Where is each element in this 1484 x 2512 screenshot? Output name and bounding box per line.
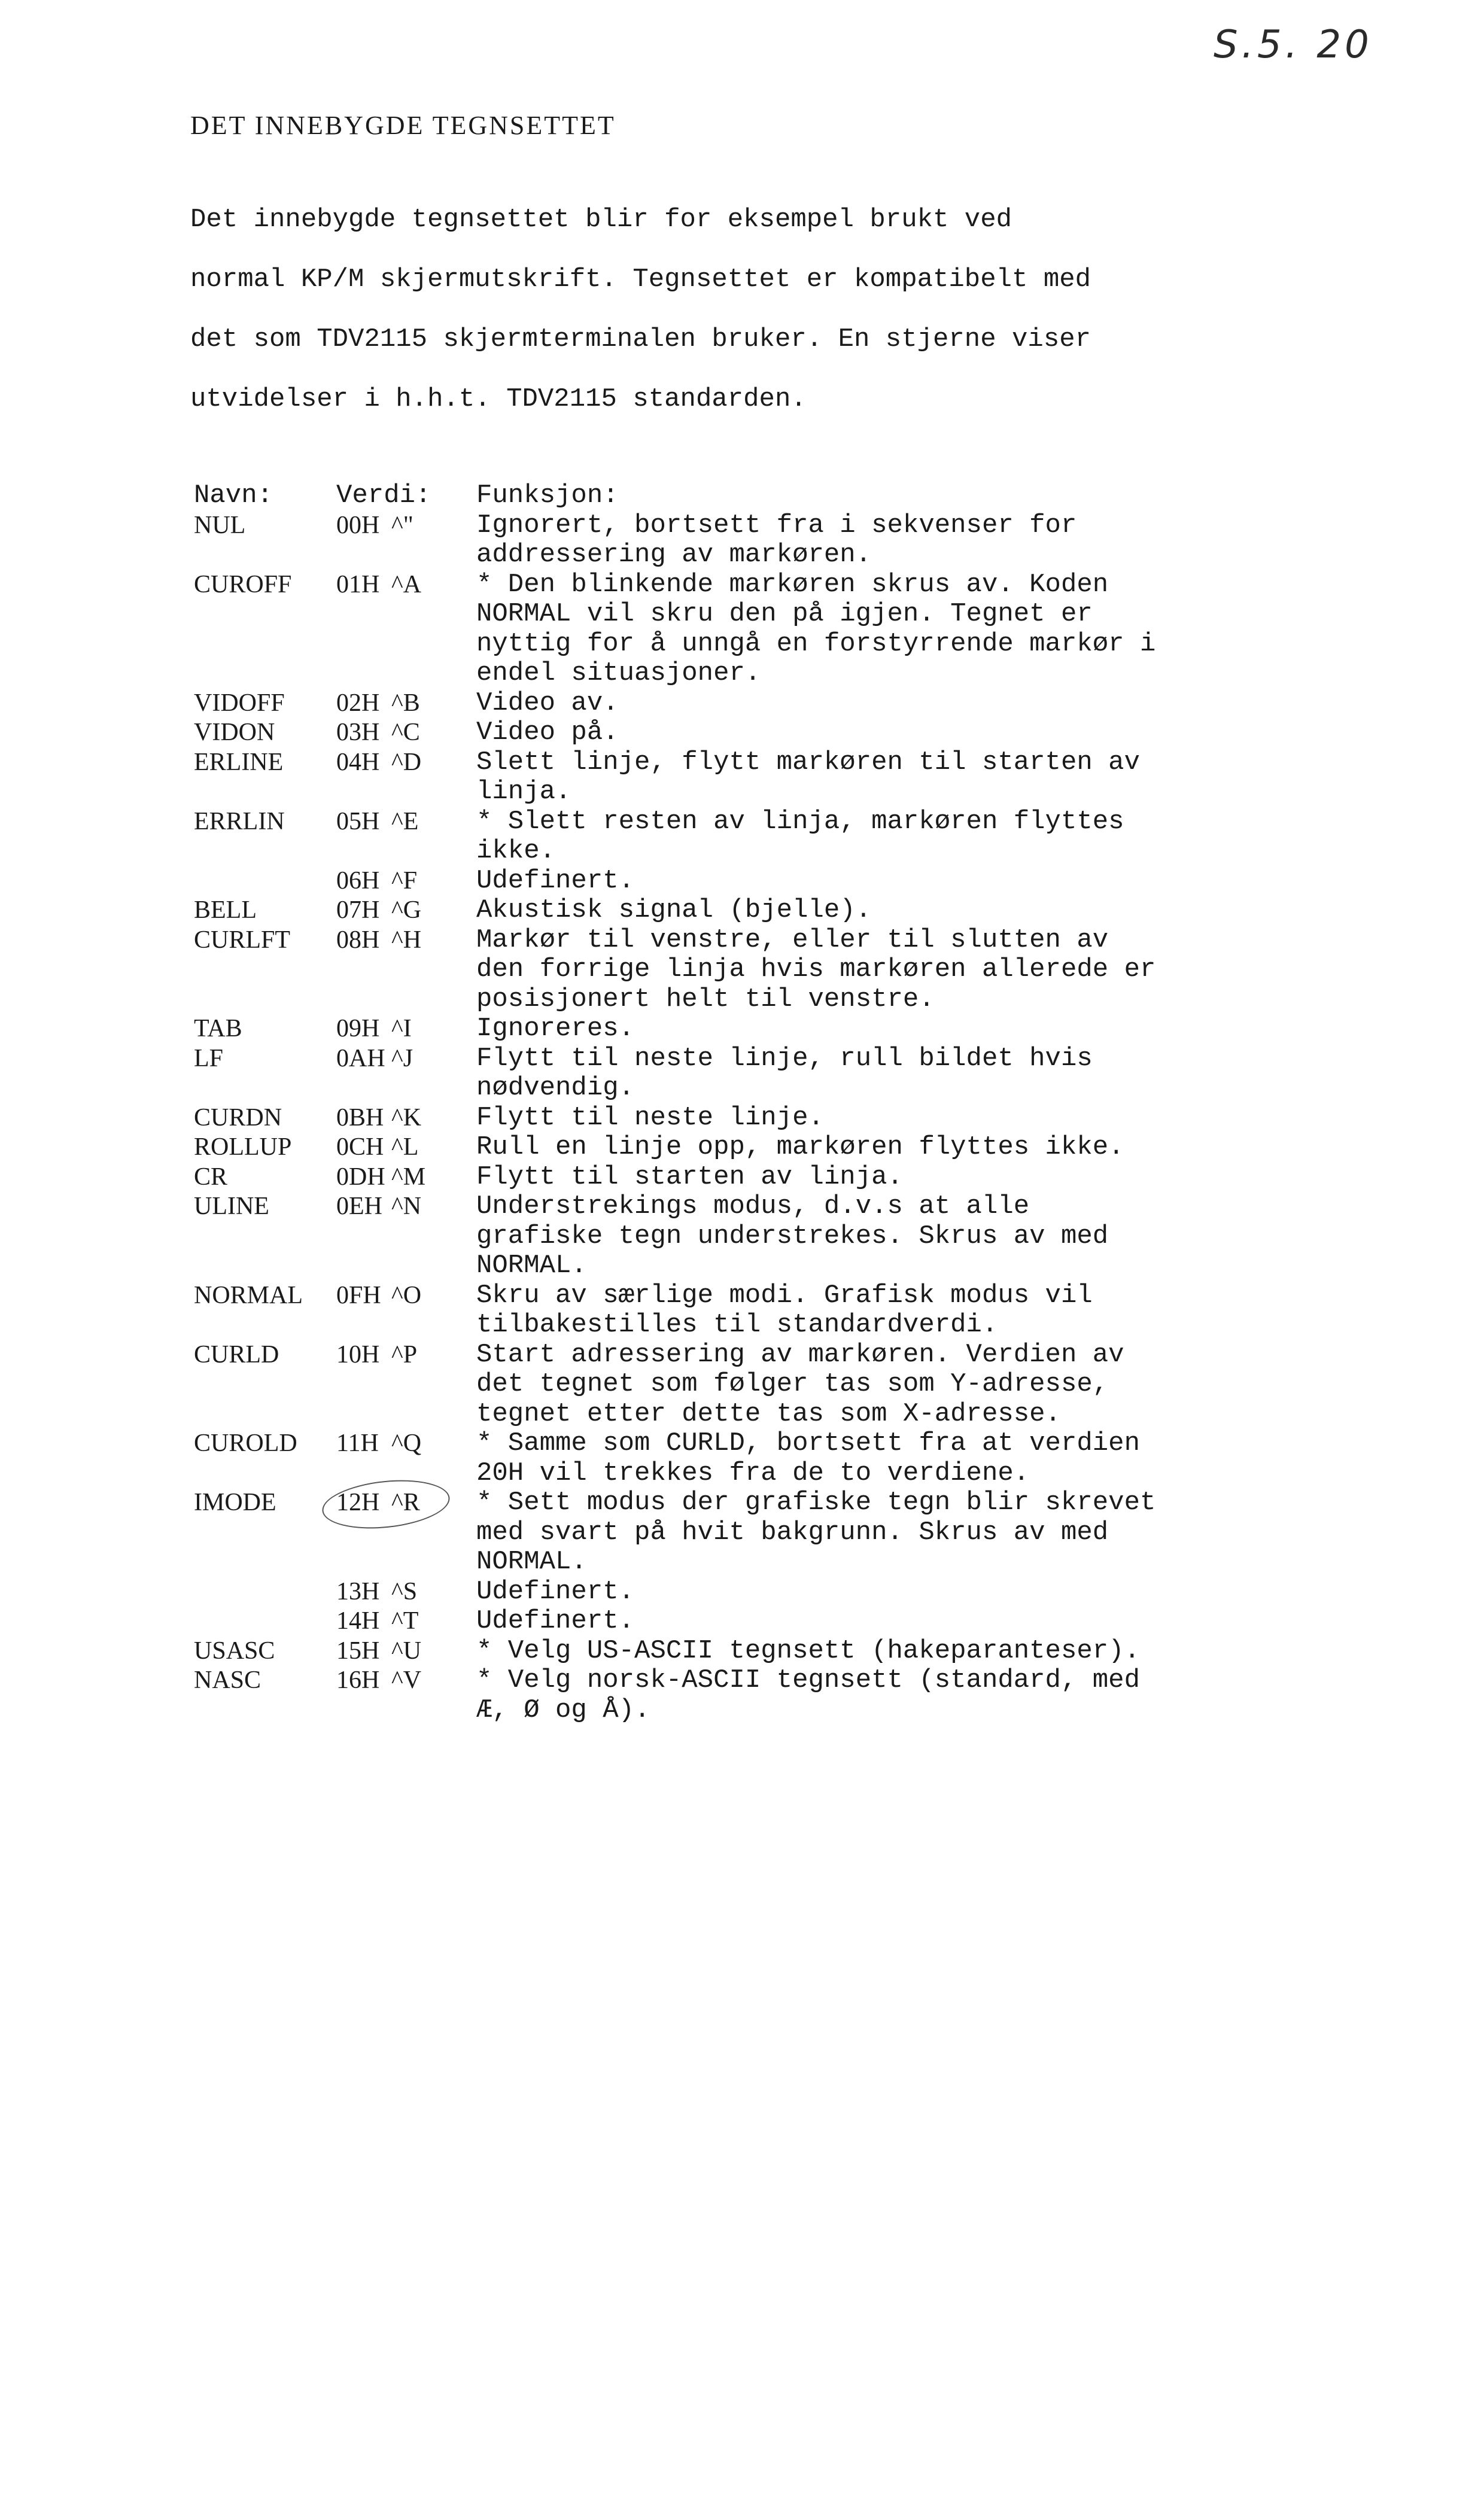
table-row — [190, 1577, 1278, 1607]
intro-paragraph — [190, 175, 1327, 444]
table-row — [190, 1637, 1278, 1666]
code-name: VIDOFF — [194, 689, 285, 717]
code-name: ROLLUP — [194, 1133, 292, 1161]
code-value — [336, 1044, 476, 1103]
intro-line: normal KP/M skjermutskrift. Tegnsettet er kompatibelt med — [190, 264, 1091, 294]
page-title: DET INNEBYGDE TEGNSETTET — [190, 111, 616, 140]
handwritten-circle-annotation — [336, 1488, 420, 1518]
code-control-key: ^T — [391, 1607, 419, 1635]
table-row — [190, 1044, 1278, 1103]
code-hex: 02H — [336, 689, 380, 717]
code-function: Ignorert, bortsett fra i sekvenser for addressering av markøren. — [476, 510, 1077, 570]
code-name — [190, 866, 336, 896]
code-hex: 06H — [336, 866, 380, 895]
code-function: * Velg norsk-ASCII tegnsett (standard, med Æ, Ø og Å). — [476, 1665, 1140, 1725]
code-function: Video på. — [476, 717, 619, 747]
code-name: CR — [194, 1163, 228, 1191]
table-row — [190, 1607, 1278, 1637]
code-value — [336, 1607, 476, 1637]
table-row — [190, 570, 1278, 689]
code-value — [336, 1014, 476, 1044]
code-name: TAB — [194, 1015, 242, 1042]
code-name: NORMAL — [194, 1281, 303, 1309]
code-value — [336, 1281, 476, 1340]
code-control-key: ^C — [391, 719, 420, 746]
code-value — [336, 926, 476, 1015]
code-hex: 03H — [336, 719, 380, 746]
code-name: VIDON — [194, 719, 275, 746]
code-name — [190, 1607, 336, 1637]
code-function: Akustisk signal (bjelle). — [476, 895, 872, 925]
code-control-key: ^K — [391, 1103, 422, 1132]
code-function: * Velg US-ASCII tegnsett (hakeparanteser). — [476, 1635, 1140, 1666]
code-name: CURLD — [194, 1340, 279, 1368]
code-control-key: ^" — [391, 511, 413, 539]
code-value — [336, 570, 476, 689]
code-function: Flytt til neste linje, rull bildet hvis nødvendig. — [476, 1043, 1093, 1103]
code-value — [336, 1103, 476, 1133]
table-row — [190, 1163, 1278, 1193]
control-code-table — [190, 481, 1278, 1725]
code-hex: 11H — [336, 1430, 379, 1457]
code-hex: 16H — [336, 1666, 380, 1694]
code-function: Video av. — [476, 688, 619, 718]
code-control-key: ^G — [391, 896, 422, 924]
code-function: Ignoreres. — [476, 1014, 635, 1044]
code-function: * Den blinkende markøren skrus av. Koden NORMAL vil skru den på igjen. Tegnet er nyttig for å unngå en forstyrrende markør i endel situasjoner. — [476, 569, 1156, 688]
code-hex: 09H — [336, 1015, 380, 1042]
code-control-key: ^Q — [391, 1430, 422, 1457]
code-function: Udefinert. — [476, 865, 635, 896]
code-function: Flytt til starten av linja. — [476, 1161, 903, 1192]
table-row — [190, 1014, 1278, 1044]
code-function: * Slett resten av linja, markøren flyttes ikke. — [476, 806, 1124, 866]
code-hex: 04H — [336, 748, 380, 776]
code-value — [336, 511, 476, 570]
header-value: Verdi: — [336, 480, 431, 510]
code-name: NUL — [194, 511, 246, 539]
code-value — [336, 748, 476, 807]
table-row — [190, 1281, 1278, 1340]
code-hex: 05H — [336, 807, 380, 835]
code-name: BELL — [194, 896, 257, 924]
table-row — [190, 718, 1278, 748]
code-control-key: ^O — [391, 1281, 422, 1309]
code-value — [336, 1192, 476, 1281]
code-hex: 0AH — [336, 1044, 385, 1072]
header-name: Navn: — [194, 480, 273, 510]
code-name: IMODE — [194, 1489, 276, 1516]
code-name: ERRLIN — [194, 807, 285, 835]
code-hex: 12H — [336, 1489, 380, 1516]
code-function: Start adressering av markøren. Verdien av det tegnet som følger tas som Y-adresse, tegnet etter dette tas som X-adresse. — [476, 1339, 1124, 1429]
code-function: Slett linje, flytt markøren til starten av linja. — [476, 747, 1140, 807]
code-value — [336, 1577, 476, 1607]
code-hex: 15H — [336, 1637, 380, 1665]
code-control-key: ^A — [391, 570, 422, 598]
table-row — [190, 1133, 1278, 1163]
code-value — [336, 689, 476, 719]
code-control-key: ^U — [391, 1637, 422, 1665]
code-name: ULINE — [194, 1193, 269, 1220]
code-function: Flytt til neste linje. — [476, 1102, 824, 1133]
table-row — [190, 1488, 1278, 1577]
table-row — [190, 689, 1278, 719]
code-function: * Sett modus der grafiske tegn blir skrevet med svart på hvit bakgrunn. Skrus av med NORMAL. — [476, 1488, 1156, 1577]
table-body — [190, 511, 1278, 1726]
header-function: Funksjon: — [476, 480, 619, 510]
code-hex: 0BH — [336, 1103, 384, 1132]
code-control-key: ^E — [391, 807, 419, 835]
code-function: Udefinert. — [476, 1606, 635, 1636]
code-function: Rull en linje opp, markøren flyttes ikke. — [476, 1132, 1124, 1162]
code-value — [336, 1637, 476, 1666]
code-function: Markør til venstre, eller til slutten av den forrige linja hvis markøren allerede er posisjonert helt til venstre. — [476, 924, 1156, 1014]
code-hex: 00H — [336, 511, 380, 539]
code-control-key: ^B — [391, 689, 420, 717]
code-value — [336, 1666, 476, 1725]
code-function: Understrekings modus, d.v.s at alle grafiske tegn understrekes. Skrus av med NORMAL. — [476, 1191, 1109, 1281]
code-value — [336, 1163, 476, 1193]
document — [190, 108, 1327, 1725]
code-control-key: ^I — [391, 1015, 412, 1042]
code-control-key: ^P — [391, 1340, 418, 1368]
code-hex: 08H — [336, 926, 380, 954]
code-name: ERLINE — [194, 748, 284, 776]
code-value — [336, 1340, 476, 1430]
table-row — [190, 511, 1278, 570]
code-name: USASC — [194, 1637, 275, 1665]
code-control-key: ^J — [391, 1044, 413, 1072]
table-row — [190, 1192, 1278, 1281]
code-control-key: ^N — [391, 1193, 422, 1220]
code-control-key: ^H — [391, 926, 422, 954]
code-hex: 01H — [336, 570, 380, 598]
code-hex: 07H — [336, 896, 380, 924]
code-control-key: ^F — [391, 866, 418, 895]
table-row — [190, 1340, 1278, 1430]
code-control-key: ^S — [391, 1577, 418, 1605]
code-name: CURDN — [194, 1103, 282, 1132]
code-control-key: ^V — [391, 1666, 422, 1694]
code-hex: 10H — [336, 1340, 380, 1368]
intro-line: Det innebygde tegnsettet blir for eksempel brukt ved — [190, 205, 1012, 235]
code-hex: 0FH — [336, 1281, 381, 1309]
table-row — [190, 748, 1278, 807]
code-control-key: ^L — [391, 1133, 419, 1161]
code-name: CUROFF — [194, 570, 292, 598]
code-hex: 13H — [336, 1577, 380, 1605]
code-hex: 0DH — [336, 1163, 385, 1191]
code-value — [336, 896, 476, 926]
code-control-key: ^R — [391, 1489, 420, 1516]
code-name: CUROLD — [194, 1430, 297, 1457]
table-row — [190, 1429, 1278, 1488]
code-value — [336, 1429, 476, 1488]
table-row — [190, 896, 1278, 926]
code-hex: 14H — [336, 1607, 380, 1635]
code-value — [336, 1488, 476, 1577]
table-header-row — [190, 481, 1278, 511]
page-number: S.5. 20 — [1214, 23, 1373, 67]
code-hex: 0EH — [336, 1193, 382, 1220]
code-function: Udefinert. — [476, 1576, 635, 1607]
table-row — [190, 866, 1278, 896]
table-row — [190, 926, 1278, 1015]
code-control-key: ^D — [391, 748, 422, 776]
code-value — [336, 718, 476, 748]
code-value — [336, 1133, 476, 1163]
code-name: NASC — [194, 1666, 261, 1694]
table-row — [190, 1666, 1278, 1725]
table-row — [190, 1103, 1278, 1133]
code-control-key: ^M — [391, 1163, 426, 1191]
intro-line: det som TDV2115 skjermterminalen bruker. En stjerne viser — [190, 324, 1091, 354]
code-hex: 0CH — [336, 1133, 384, 1161]
code-name: CURLFT — [194, 926, 291, 954]
table-row — [190, 807, 1278, 866]
code-function: Skru av særlige modi. Grafisk modus vil tilbakestilles til standardverdi. — [476, 1280, 1093, 1340]
code-value — [336, 807, 476, 866]
intro-line: utvidelser i h.h.t. TDV2115 standarden. — [190, 384, 807, 414]
code-value — [336, 866, 476, 896]
code-function: * Samme som CURLD, bortsett fra at verdien 20H vil trekkes fra de to verdiene. — [476, 1428, 1140, 1488]
code-name: LF — [194, 1044, 224, 1072]
code-name — [190, 1577, 336, 1607]
